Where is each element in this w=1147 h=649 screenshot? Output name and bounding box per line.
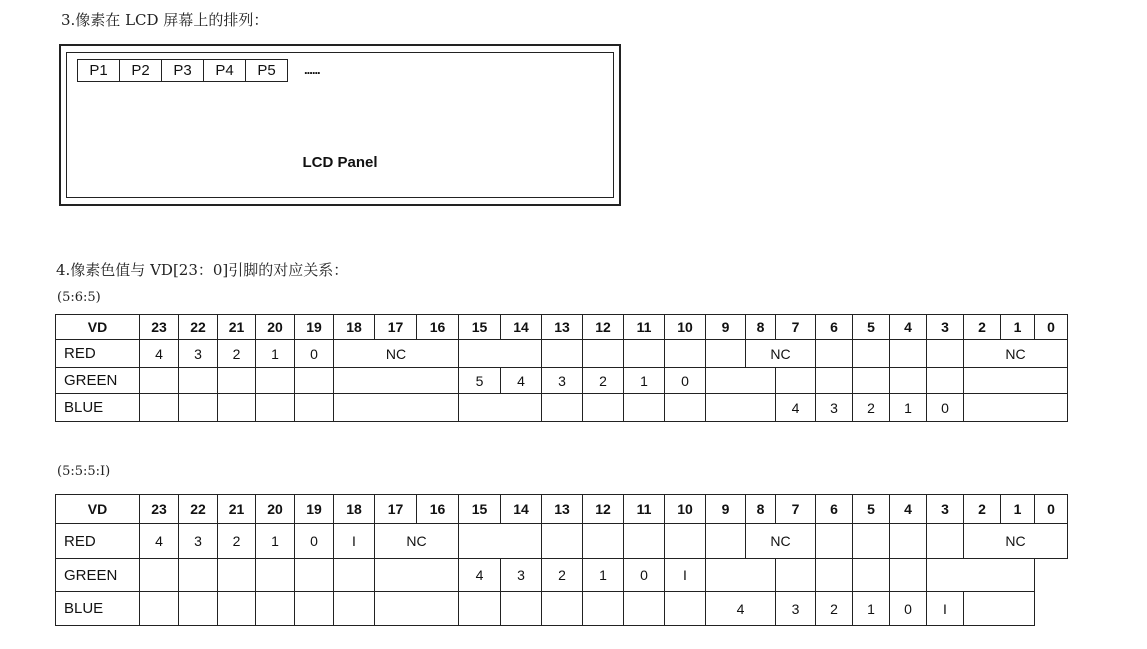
bit-header-22: 22 xyxy=(179,495,218,524)
bit-header-14: 14 xyxy=(501,495,542,524)
table-cell xyxy=(706,524,746,559)
bit-header-13: 13 xyxy=(542,495,583,524)
table-cell xyxy=(334,368,459,394)
bit-header-3: 3 xyxy=(927,495,964,524)
table-cell: 3 xyxy=(179,524,218,559)
table-cell xyxy=(706,559,776,592)
table-cell: 1 xyxy=(256,340,295,368)
bit-header-12: 12 xyxy=(583,495,624,524)
table-cell xyxy=(375,559,459,592)
bit-header-11: 11 xyxy=(624,495,665,524)
table-header-row xyxy=(56,315,1098,340)
table-cell xyxy=(927,340,964,368)
table-cell: 5 xyxy=(459,368,501,394)
table-cell: 2 xyxy=(583,368,624,394)
bit-header-18: 18 xyxy=(334,495,375,524)
bit-header-6: 6 xyxy=(816,495,853,524)
bit-header-4: 4 xyxy=(890,315,927,340)
table-cell: 0 xyxy=(295,524,334,559)
bit-header-9: 9 xyxy=(706,315,746,340)
table-cell: 1 xyxy=(890,394,927,422)
table-cell xyxy=(816,368,853,394)
table-cell: 3 xyxy=(816,394,853,422)
table-cell xyxy=(140,394,179,422)
table-cell xyxy=(542,340,583,368)
mode-label-5551: (5:5:5:I) xyxy=(57,464,111,479)
table-cell xyxy=(816,524,853,559)
row-label-red: RED xyxy=(56,524,140,559)
table-cell xyxy=(853,559,890,592)
bit-header-8: 8 xyxy=(746,315,776,340)
table-cell xyxy=(964,368,1068,394)
bit-header-21: 21 xyxy=(218,495,256,524)
table-cell xyxy=(334,394,459,422)
table-cell xyxy=(459,592,501,626)
table-cell-nc: NC xyxy=(375,524,459,559)
table-cell: I xyxy=(334,524,375,559)
row-label-red: RED xyxy=(56,340,140,368)
bit-header-23: 23 xyxy=(140,495,179,524)
pixel-cell-p2: P2 xyxy=(119,59,162,82)
table-cell xyxy=(706,368,776,394)
bit-header-11: 11 xyxy=(624,315,665,340)
bit-header-23: 23 xyxy=(140,315,179,340)
table-cell xyxy=(295,394,334,422)
table-cell xyxy=(375,592,459,626)
table-cell: 2 xyxy=(218,524,256,559)
table-cell xyxy=(665,340,706,368)
bit-header-9: 9 xyxy=(706,495,746,524)
table-cell xyxy=(542,524,583,559)
table-cell: 2 xyxy=(218,340,256,368)
table-cell xyxy=(459,394,542,422)
table-cell xyxy=(890,559,927,592)
table-cell xyxy=(256,559,295,592)
table-cell: 4 xyxy=(501,368,542,394)
table-cell xyxy=(140,368,179,394)
bit-header-6: 6 xyxy=(816,315,853,340)
mode-label-565: (5:6:5) xyxy=(57,290,101,305)
table-cell: 0 xyxy=(890,592,927,626)
table-cell: 0 xyxy=(927,394,964,422)
table-cell: 3 xyxy=(542,368,583,394)
table-cell-nc: NC xyxy=(746,524,816,559)
table-cell-nc: NC xyxy=(964,524,1068,559)
table-cell xyxy=(665,394,706,422)
bit-header-3: 3 xyxy=(927,315,964,340)
table-cell xyxy=(816,340,853,368)
table-cell xyxy=(334,592,375,626)
table-cell xyxy=(624,524,665,559)
bit-header-15: 15 xyxy=(459,315,501,340)
row-label-green: GREEN xyxy=(56,559,140,592)
bit-header-19: 19 xyxy=(295,495,334,524)
table-row-green xyxy=(56,559,1098,592)
table-cell xyxy=(927,524,964,559)
bit-header-1: 1 xyxy=(1001,315,1035,340)
bit-header-8: 8 xyxy=(746,495,776,524)
table-cell xyxy=(964,592,1035,626)
bit-header-20: 20 xyxy=(256,315,295,340)
section-4-heading: 4.像素色值与 VD[23：0]引脚的对应关系： xyxy=(56,261,349,279)
table-cell xyxy=(218,368,256,394)
table-cell: 4 xyxy=(776,394,816,422)
table-cell xyxy=(927,368,964,394)
table-cell: 2 xyxy=(853,394,890,422)
bit-header-1: 1 xyxy=(1001,495,1035,524)
table-cell xyxy=(776,559,816,592)
table-cell: 3 xyxy=(179,340,218,368)
table-row-red xyxy=(56,524,1098,559)
table-cell xyxy=(542,394,583,422)
table-cell xyxy=(218,394,256,422)
table-cell xyxy=(890,340,927,368)
table-cell xyxy=(501,592,542,626)
table-cell: 2 xyxy=(816,592,853,626)
table-cell: 0 xyxy=(295,340,334,368)
table-cell xyxy=(542,592,583,626)
bit-header-17: 17 xyxy=(375,495,417,524)
table-cell: 4 xyxy=(706,592,776,626)
bit-header-10: 10 xyxy=(665,495,706,524)
table-cell: 1 xyxy=(853,592,890,626)
bit-header-5: 5 xyxy=(853,315,890,340)
bit-header-2: 2 xyxy=(964,495,1001,524)
row-label-green: GREEN xyxy=(56,368,140,394)
pixel-cell-p3: P3 xyxy=(161,59,204,82)
table-cell: I xyxy=(665,559,706,592)
bit-header-13: 13 xyxy=(542,315,583,340)
pixel-cell-p4: P4 xyxy=(203,59,246,82)
table-cell xyxy=(295,368,334,394)
table-cell xyxy=(853,524,890,559)
table-row-blue xyxy=(56,394,1098,422)
table-cell xyxy=(583,394,624,422)
table-header-row xyxy=(56,495,1098,524)
table-cell xyxy=(890,524,927,559)
table-cell xyxy=(256,368,295,394)
bit-header-15: 15 xyxy=(459,495,501,524)
header-vd-label: VD xyxy=(56,315,140,340)
table-cell xyxy=(140,559,179,592)
bit-header-21: 21 xyxy=(218,315,256,340)
table-cell xyxy=(179,394,218,422)
bit-header-4: 4 xyxy=(890,495,927,524)
bit-header-10: 10 xyxy=(665,315,706,340)
table-row-blue xyxy=(56,592,1098,626)
row-label-blue: BLUE xyxy=(56,592,140,626)
table-cell xyxy=(256,592,295,626)
bit-header-18: 18 xyxy=(334,315,375,340)
bit-header-16: 16 xyxy=(417,495,459,524)
table-cell xyxy=(665,592,706,626)
table-cell xyxy=(853,368,890,394)
table-cell: I xyxy=(927,592,964,626)
table-cell xyxy=(776,368,816,394)
table-cell xyxy=(179,559,218,592)
table-cell: 4 xyxy=(140,524,179,559)
table-cell xyxy=(624,340,665,368)
pixel-cell-p5: P5 xyxy=(245,59,288,82)
bit-header-2: 2 xyxy=(964,315,1001,340)
table-cell xyxy=(218,559,256,592)
bit-header-22: 22 xyxy=(179,315,218,340)
bit-header-5: 5 xyxy=(853,495,890,524)
table-cell xyxy=(218,592,256,626)
table-cell xyxy=(140,592,179,626)
vd-mapping-table-565 xyxy=(55,314,1098,422)
bit-header-12: 12 xyxy=(583,315,624,340)
bit-header-14: 14 xyxy=(501,315,542,340)
table-cell: 4 xyxy=(140,340,179,368)
table-cell xyxy=(583,524,624,559)
table-cell xyxy=(853,340,890,368)
bit-header-19: 19 xyxy=(295,315,334,340)
table-cell xyxy=(583,592,624,626)
pixel-row xyxy=(78,59,288,82)
table-row-red xyxy=(56,340,1098,368)
table-cell-nc: NC xyxy=(964,340,1068,368)
table-cell: 1 xyxy=(583,559,624,592)
bit-header-20: 20 xyxy=(256,495,295,524)
table-cell: 3 xyxy=(501,559,542,592)
table-cell xyxy=(890,368,927,394)
table-cell-nc: NC xyxy=(746,340,816,368)
table-cell xyxy=(816,559,853,592)
section-3-heading: 3.像素在 LCD 屏幕上的排列： xyxy=(61,11,269,29)
bit-header-17: 17 xyxy=(375,315,417,340)
table-cell: 0 xyxy=(665,368,706,394)
bit-header-7: 7 xyxy=(776,315,816,340)
table-cell xyxy=(179,592,218,626)
table-cell xyxy=(295,592,334,626)
table-cell: 4 xyxy=(459,559,501,592)
bit-header-16: 16 xyxy=(417,315,459,340)
table-cell xyxy=(665,524,706,559)
table-cell xyxy=(459,340,542,368)
table-cell xyxy=(624,592,665,626)
table-cell: 1 xyxy=(256,524,295,559)
table-cell xyxy=(706,394,776,422)
header-vd-label: VD xyxy=(56,495,140,524)
table-cell xyxy=(706,340,746,368)
table-cell-nc: NC xyxy=(334,340,459,368)
table-cell: 1 xyxy=(624,368,665,394)
table-row-green xyxy=(56,368,1098,394)
pixel-continuation-dots: ...... xyxy=(304,62,320,77)
bit-header-0: 0 xyxy=(1035,495,1068,524)
table-cell xyxy=(624,394,665,422)
table-cell xyxy=(583,340,624,368)
table-cell xyxy=(179,368,218,394)
table-cell: 3 xyxy=(776,592,816,626)
table-cell xyxy=(927,559,1035,592)
table-cell xyxy=(459,524,542,559)
table-cell xyxy=(334,559,375,592)
row-label-blue: BLUE xyxy=(56,394,140,422)
pixel-cell-p1: P1 xyxy=(77,59,120,82)
lcd-panel-inner-frame xyxy=(66,52,614,198)
table-cell xyxy=(295,559,334,592)
bit-header-7: 7 xyxy=(776,495,816,524)
bit-header-0: 0 xyxy=(1035,315,1068,340)
table-cell: 0 xyxy=(624,559,665,592)
table-cell xyxy=(964,394,1068,422)
vd-mapping-table-5551 xyxy=(55,494,1098,626)
table-cell: 2 xyxy=(542,559,583,592)
lcd-panel-diagram xyxy=(59,44,621,206)
lcd-panel-label: LCD Panel xyxy=(302,154,378,171)
table-cell xyxy=(256,394,295,422)
